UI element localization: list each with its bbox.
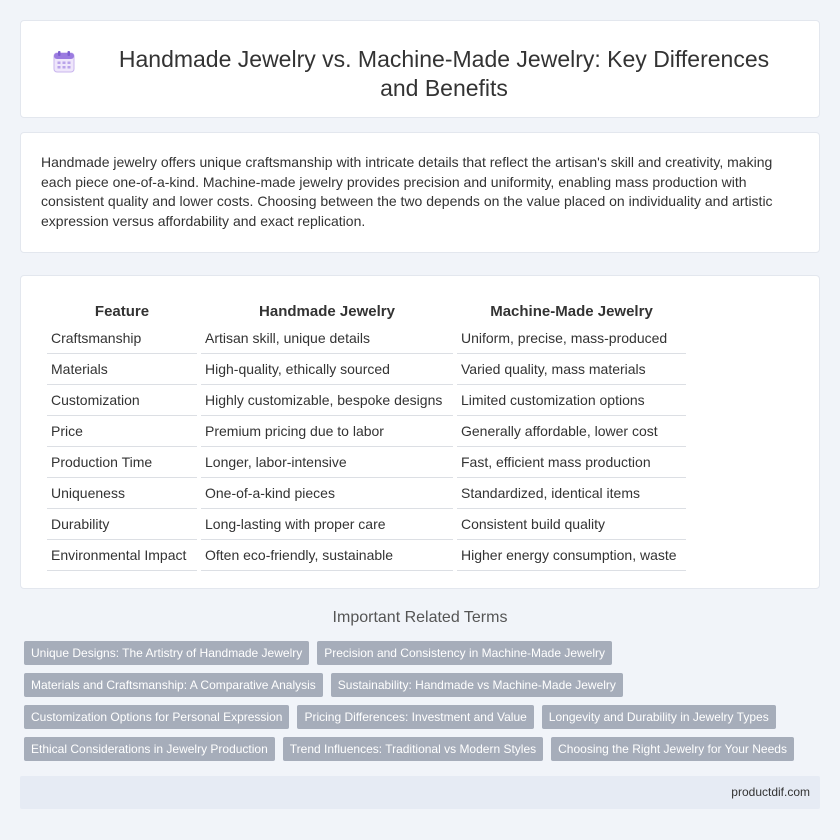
table-row (47, 447, 686, 478)
intro-paragraph: Handmade jewelry offers unique craftsmanship with intricate details that reflect the artisan's skill and creativity, making each piece one-of-a-kind. Machine-made jewelry provides precision and uniformity, enabling mass production with consistent quality and lower costs. Choosing between the two depends on the value placed on individuality and artistic expression versus affordability and exact replication. (41, 154, 773, 229)
feature-cell: Materials (47, 354, 197, 385)
machine-made-cell: Uniform, precise, mass-produced (457, 323, 686, 354)
comparison-table-card (20, 275, 820, 589)
machine-made-cell: Limited customization options (457, 385, 686, 416)
machine-made-cell: Higher energy consumption, waste (457, 540, 686, 571)
tag-row (24, 705, 824, 729)
feature-cell: Customization (47, 385, 197, 416)
machine-made-cell: Generally affordable, lower cost (457, 416, 686, 447)
intro-card (20, 132, 820, 253)
table-row (47, 478, 686, 509)
related-term-tag[interactable]: Choosing the Right Jewelry for Your Needs (551, 737, 794, 761)
table-header-row (47, 296, 686, 323)
machine-made-cell: Standardized, identical items (457, 478, 686, 509)
table-row (47, 416, 686, 447)
header-feature: Feature (94, 302, 150, 320)
header-card (20, 20, 820, 118)
related-term-tag[interactable]: Materials and Craftsmanship: A Comparative Analysis (24, 673, 323, 697)
feature-cell: Price (47, 416, 197, 447)
machine-made-cell: Fast, efficient mass production (457, 447, 686, 478)
handmade-cell: Often eco-friendly, sustainable (201, 540, 453, 571)
handmade-cell: Highly customizable, bespoke designs (201, 385, 453, 416)
tag-row (24, 673, 824, 697)
table-row (47, 354, 686, 385)
machine-made-cell: Varied quality, mass materials (457, 354, 686, 385)
handmade-cell: Long-lasting with proper care (201, 509, 453, 540)
handmade-cell: One-of-a-kind pieces (201, 478, 453, 509)
header-handmade: Handmade Jewelry (259, 302, 395, 320)
related-term-tag[interactable]: Pricing Differences: Investment and Value (297, 705, 533, 729)
related-term-tag[interactable]: Ethical Considerations in Jewelry Production (24, 737, 275, 761)
feature-cell: Uniqueness (47, 478, 197, 509)
feature-cell: Production Time (47, 447, 197, 478)
handmade-cell: Longer, labor-intensive (201, 447, 453, 478)
handmade-cell: Premium pricing due to labor (201, 416, 453, 447)
site-link[interactable]: productdif.com (731, 785, 810, 799)
table-row (47, 385, 686, 416)
page-title: Handmade Jewelry vs. Machine-Made Jewelry: Key Differences and Benefits (118, 46, 770, 101)
feature-cell: Craftsmanship (47, 323, 197, 354)
footer (20, 776, 820, 809)
related-term-tag[interactable]: Trend Influences: Traditional vs Modern Styles (283, 737, 543, 761)
related-term-tag[interactable]: Precision and Consistency in Machine-Made Jewelry (317, 641, 612, 665)
table-row (47, 323, 686, 354)
related-term-tag[interactable]: Unique Designs: The Artistry of Handmade Jewelry (24, 641, 309, 665)
related-terms-title: Important Related Terms (332, 609, 508, 626)
related-term-tag[interactable]: Sustainability: Handmade vs Machine-Made Jewelry (331, 673, 623, 697)
related-term-tag[interactable]: Longevity and Durability in Jewelry Types (542, 705, 776, 729)
related-term-tag[interactable]: Customization Options for Personal Expression (24, 705, 289, 729)
calendar-icon (51, 49, 77, 75)
machine-made-cell: Consistent build quality (457, 509, 686, 540)
handmade-cell: High-quality, ethically sourced (201, 354, 453, 385)
tag-row (24, 737, 824, 761)
header-machine-made: Machine-Made Jewelry (490, 302, 653, 320)
tag-row (24, 641, 824, 665)
feature-cell: Durability (47, 509, 197, 540)
related-terms-tags (24, 641, 824, 769)
feature-cell: Environmental Impact (47, 540, 197, 571)
comparison-table (43, 296, 690, 571)
table-row (47, 540, 686, 571)
table-row (47, 509, 686, 540)
handmade-cell: Artisan skill, unique details (201, 323, 453, 354)
